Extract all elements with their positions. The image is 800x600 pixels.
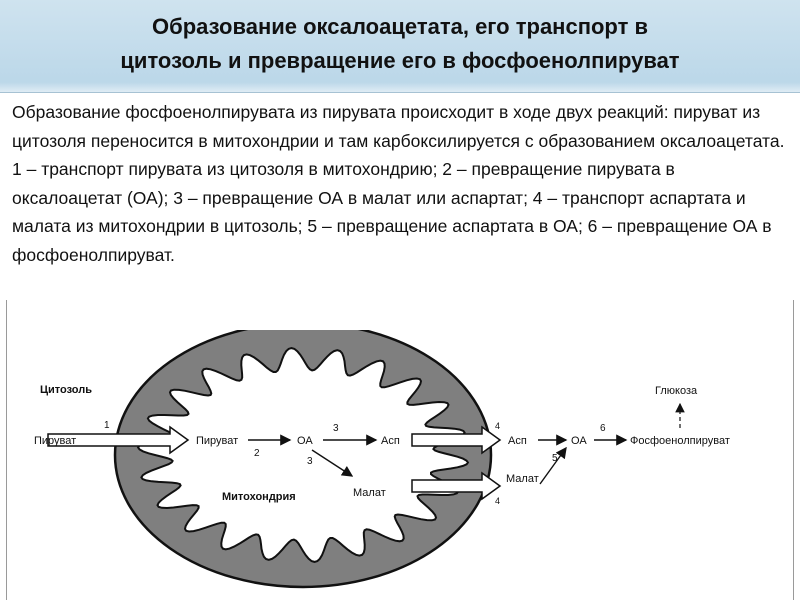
mitochondrion-label: Митохондрия [222,491,296,503]
step-number-3a: 3 [333,423,339,434]
malate-cytosol: Малат [506,473,539,485]
pyruvate-cytosol: Пируват [34,435,77,447]
step-number-1: 1 [104,420,110,431]
phosphoenolpyruvate: Фосфоенолпируват [630,435,730,447]
title-bar [0,0,800,93]
step-number-4b: 4 [495,496,501,506]
step-number-5: 5 [552,453,558,464]
step-number-3b: 3 [307,456,313,467]
cytosol-label: Цитозоль [40,384,93,396]
oxaloacetate-mitochondrion: ОА [297,435,313,447]
title-line-2: цитозоль и превращение его в фосфоенолпируват [120,48,680,73]
malate-mitochondrion: Малат [353,487,386,499]
glucose: Глюкоза [655,385,698,397]
slide-title [40,10,760,78]
step-number-4a: 4 [495,421,501,431]
step-number-2: 2 [254,448,260,459]
description-paragraph: Образование фосфоенолпирувата из пирувата происходит в ходе двух реакций: пируват из цитозоля переносится в митохондрии и там карбоксилируется с образованием оксалоацетата. 1 – транспорт пирувата из цитозоля в митохондрию; 2 – превращение пирувата в оксалоацетат (ОА); 3 – превращение ОА в малат или аспартат; 4 – транспорт аспартата и малата из митохондрии в цитозоль; 5 – превращение аспартата в ОА; 6 – превращение ОА в фосфоенолпируват. [12,102,785,265]
step-number-6: 6 [600,423,606,434]
pyruvate-mitochondrion: Пируват [196,435,239,447]
aspartate-cytosol: Асп [508,435,527,447]
title-line-1: Образование оксалоацетата, его транспорт в [152,14,648,39]
aspartate-mitochondrion: Асп [381,435,400,447]
mitochondrion-diagram [0,330,800,600]
oxaloacetate-cytosol: ОА [571,435,587,447]
